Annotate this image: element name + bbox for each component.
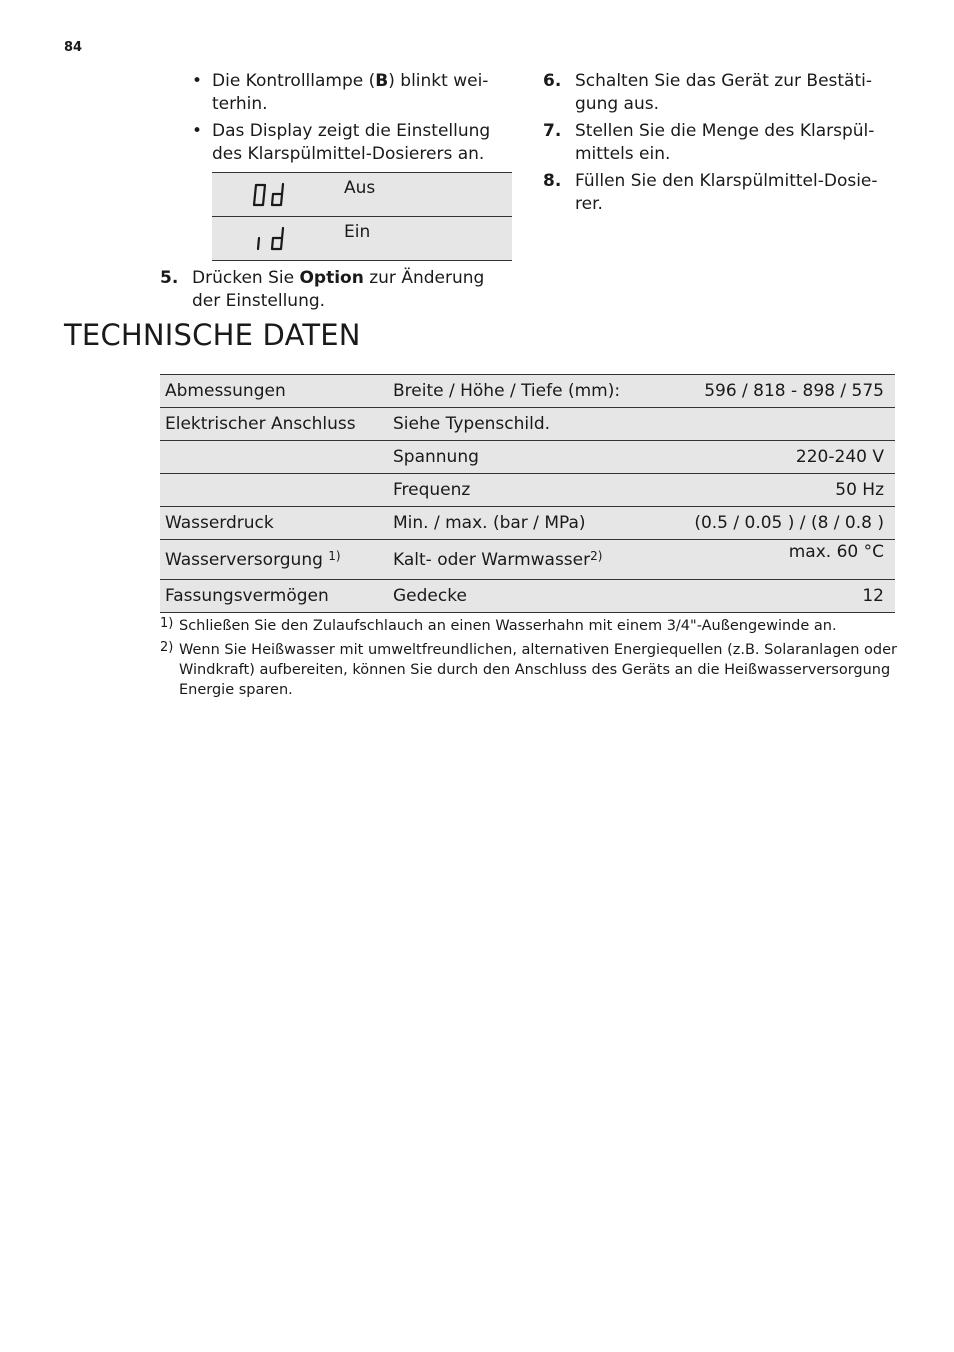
step-number: 6. <box>543 71 562 91</box>
footnote-text: Schließen Sie den Zulaufschlauch an einen Wasserhahn mit einem 3/4"-Außengewinde an. <box>179 618 837 634</box>
bullet-list <box>160 70 512 166</box>
section-title: TECHNISCHE DATEN <box>64 318 361 352</box>
table-cell-parameter-text: Kalt- oder Warmwasser <box>393 550 591 570</box>
step-number: 7. <box>543 121 562 141</box>
step-text-bold: Option <box>299 268 364 288</box>
step-list <box>543 70 903 216</box>
step-item <box>543 170 903 216</box>
table-row <box>160 441 895 474</box>
footnote-mark: 2) <box>160 640 174 655</box>
step-item <box>543 120 903 166</box>
step-number: 5. <box>160 268 179 288</box>
table-cell-value: 596 / 818 - 898 / 575 <box>688 375 895 408</box>
footnote-text: Wenn Sie Heißwasser mit umweltfreundlichen, alternativen Energiequellen (z.B. Solaranlagen oder Windkraft) aufbereiten, können Sie durch den Anschluss des Geräts an die Heißwasserversorgung Energie sparen. <box>179 642 897 698</box>
page-number: 84 <box>64 40 83 55</box>
table-cell-parameter <box>388 540 688 580</box>
step-list <box>160 267 512 313</box>
display-code-cell <box>212 217 344 261</box>
step-text-post: zur Änderung der Einstellung. <box>192 268 485 311</box>
footnote <box>160 616 900 636</box>
footnote-mark: 1) <box>160 616 174 631</box>
display-code-cell <box>212 173 344 217</box>
step-text: Stellen Sie die Menge des Klarspül-mittels ein. <box>575 121 875 164</box>
bullet-item <box>160 120 512 166</box>
table-cell-parameter: Breite / Höhe / Tiefe (mm): <box>388 375 688 408</box>
display-code-0d-icon <box>252 182 292 208</box>
table-row <box>160 580 895 613</box>
table-cell-label: Abmessungen <box>160 375 388 408</box>
left-column <box>160 70 512 317</box>
footnote-ref: 2) <box>590 549 603 563</box>
table-cell-value: 220-240 V <box>688 441 895 474</box>
bullet-text-pre: Die Kontrolllampe ( <box>212 71 376 91</box>
step-text: Schalten Sie das Gerät zur Bestäti-gung aus. <box>575 71 872 114</box>
table-cell-label <box>160 540 388 580</box>
step-text-pre: Drücken Sie <box>192 268 300 288</box>
table-row <box>212 173 512 217</box>
display-label: Aus <box>344 173 512 217</box>
table-row <box>160 474 895 507</box>
table-cell-label: Fassungsvermögen <box>160 580 388 613</box>
right-column <box>543 70 903 220</box>
table-cell-parameter: Gedecke <box>388 580 688 613</box>
table-row <box>160 408 895 441</box>
table-cell-value: 50 Hz <box>688 474 895 507</box>
bullet-text: Das Display zeigt die Einstellung des Klarspülmittel-Dosierers an. <box>212 121 491 164</box>
table-row <box>160 375 895 408</box>
bullet-text-bold: B <box>375 71 389 91</box>
bullet-icon: • <box>192 121 203 141</box>
step-item <box>160 267 512 313</box>
footnote <box>160 640 900 700</box>
table-cell-parameter: Siehe Typenschild. <box>388 408 688 441</box>
technical-data-table <box>160 374 895 613</box>
display-settings-table <box>212 172 512 261</box>
table-row <box>160 540 895 580</box>
table-cell-label <box>160 474 388 507</box>
step-text: Füllen Sie den Klarspülmittel-Dosie-rer. <box>575 171 878 214</box>
bullet-item <box>160 70 512 116</box>
display-code-1d-icon <box>252 226 292 252</box>
step-number: 8. <box>543 171 562 191</box>
footnotes <box>160 616 900 704</box>
table-cell-value: (0.5 / 0.05 ) / (8 / 0.8 ) <box>688 507 895 540</box>
table-cell-parameter: Frequenz <box>388 474 688 507</box>
bullet-icon: • <box>192 71 203 91</box>
table-cell-label-text: Wasserversorgung <box>165 550 329 570</box>
table-row <box>212 217 512 261</box>
footnote-ref: 1) <box>328 549 341 563</box>
table-cell-label: Wasserdruck <box>160 507 388 540</box>
table-cell-parameter: Min. / max. (bar / MPa) <box>388 507 688 540</box>
table-row <box>160 507 895 540</box>
step-item <box>543 70 903 116</box>
table-cell-value <box>688 408 895 441</box>
table-cell-value: max. 60 °C <box>688 540 895 580</box>
table-cell-label <box>160 441 388 474</box>
display-label: Ein <box>344 217 512 261</box>
table-cell-value: 12 <box>688 580 895 613</box>
table-cell-parameter: Spannung <box>388 441 688 474</box>
bullet-text-post: ) blinkt wei-terhin. <box>212 71 489 114</box>
table-cell-label: Elektrischer Anschluss <box>160 408 388 441</box>
